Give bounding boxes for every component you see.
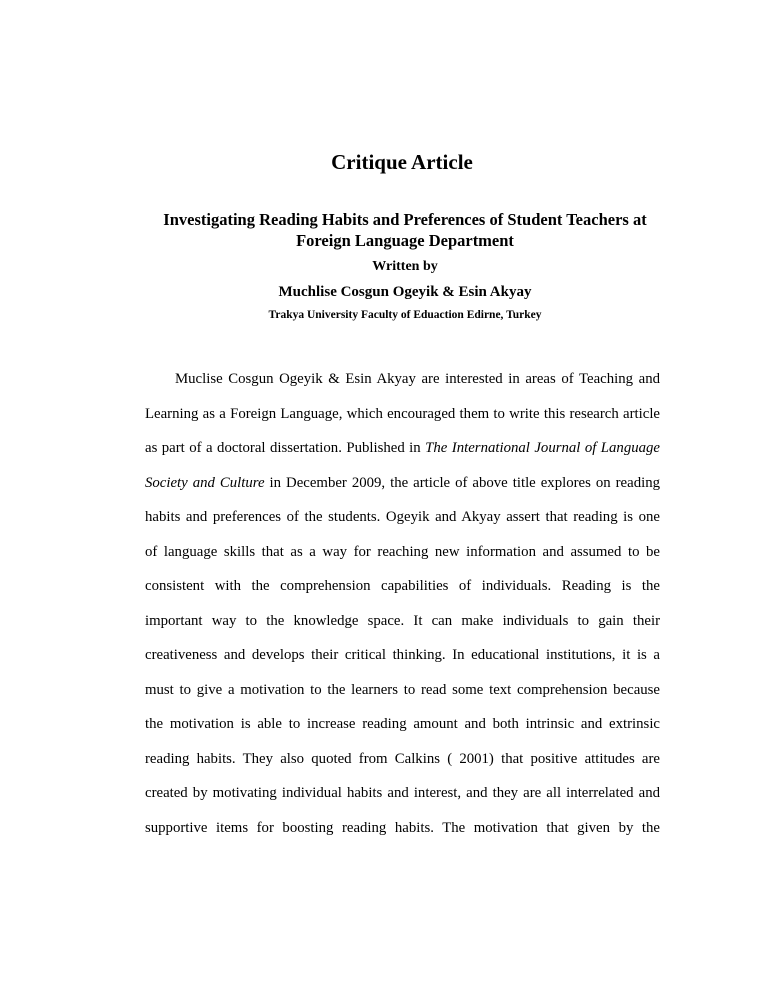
written-by-label: Written by [372,259,438,274]
body-line-text: in December 2009, the article of above title explores on reading [264,474,660,491]
body-line [145,473,660,508]
document-title: Critique Article [331,150,473,174]
body-line: important way to the knowledge space. It can make individuals to gain their [145,612,660,629]
body-line: Learning as a Foreign Language, which encouraged them to write this research article [145,405,660,422]
journal-name-italic: Society and Culture [145,474,265,491]
body-line: habits and preferences of the students. Ogeyik and Akyay assert that reading is one [145,509,660,525]
body-line: created by motivating individual habits and interest, and they are all interrelated and [145,785,660,801]
body-paragraph [145,369,660,852]
body-line: Muclise Cosgun Ogeyik & Esin Akyay are interested in areas of Teaching and [175,371,660,387]
body-line-text: as part of a doctoral dissertation. Published in [145,440,426,456]
body-line: consistent with the comprehension capabilities of individuals. Reading is the [145,578,660,594]
author-names: Muchlise Cosgun Ogeyik & Esin Akyay [278,284,532,300]
body-line [145,438,660,473]
body-line: reading habits. They also quoted from Calkins ( 2001) that positive attitudes are [145,750,660,767]
body-line: must to give a motivation to the learners to read some text comprehension because [145,681,660,698]
body-line: of language skills that as a way for reaching new information and assumed to be [145,543,660,560]
author-affiliation: Trakya University Faculty of Eduaction Edirne, Turkey [268,309,542,321]
article-title: Investigating Reading Habits and Preferences of Student Teachers at Foreign Language Department [163,210,647,250]
body-line: supportive items for boosting reading habits. The motivation that given by the [145,819,660,836]
journal-name-italic: The International Journal of Language [425,440,660,456]
body-line: creativeness and develops their critical thinking. In educational institutions, it is a [145,647,660,663]
body-line: the motivation is able to increase reading amount and both intrinsic and extrinsic [145,716,660,732]
